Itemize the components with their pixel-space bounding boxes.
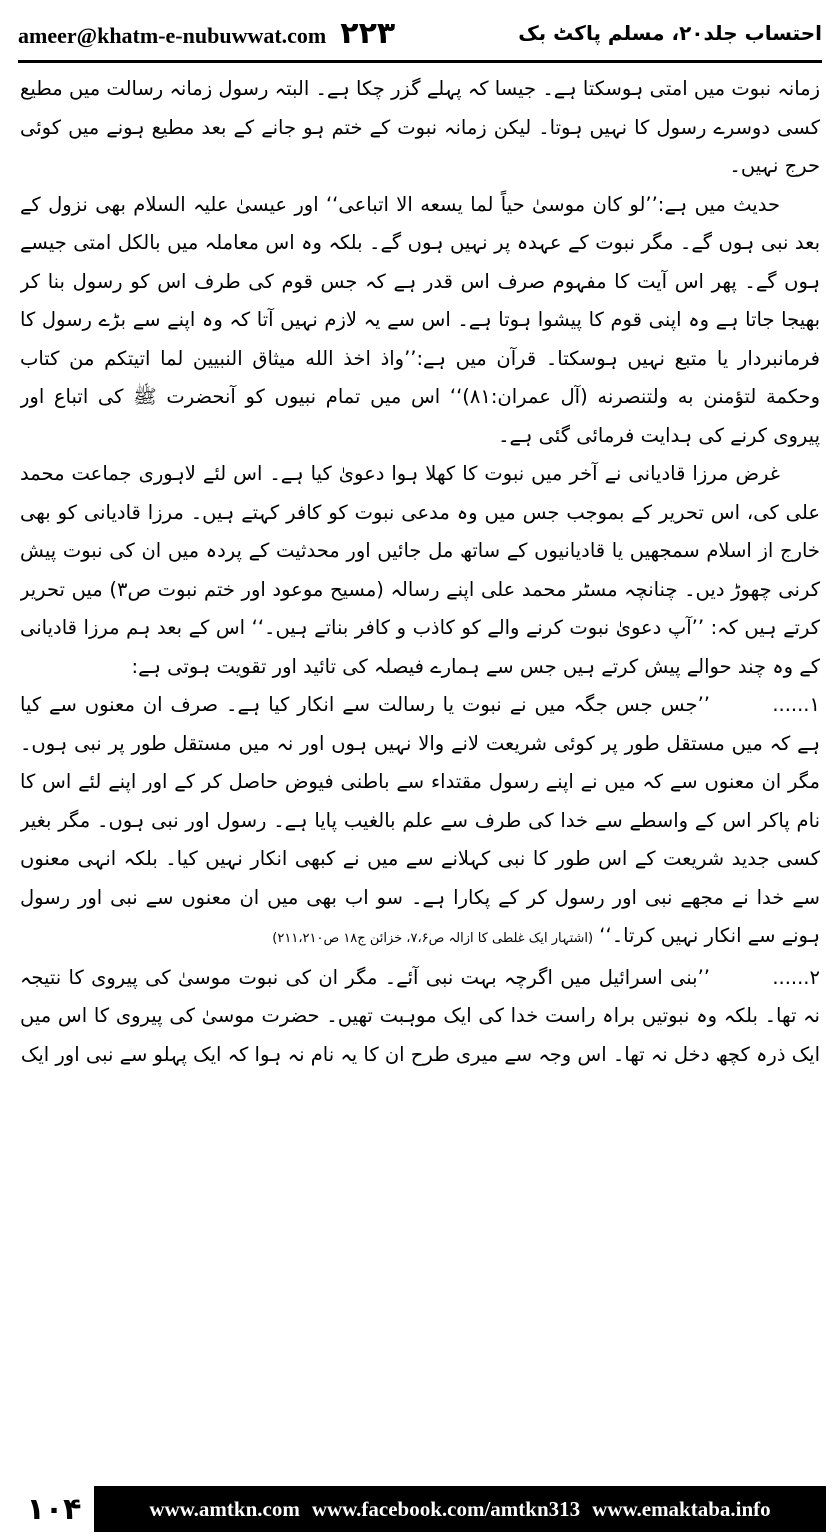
quote-1-number: ۱...... [772,693,820,716]
header-rule [18,60,822,63]
footer-page-number: ۱۰۴ [26,1491,82,1527]
footer-link-amtkn[interactable]: www.amtkn.com [149,1496,300,1521]
quote-2-number: ۲...... [772,965,820,989]
footer-links [94,1486,826,1532]
footer-bar [14,1486,826,1532]
page-body [20,70,820,1460]
book-title: احتساب جلد۲۰، مسلم پاکٹ بک [518,21,822,45]
header-page-number: ۲۲۳ [340,15,396,51]
footer-link-facebook[interactable]: www.facebook.com/amtkn313 [311,1496,581,1521]
quote-2-text: ’’بنی اسرائیل میں اگرچہ بہت نبی آئے۔ مگر ان کی نبوت موسیٰ کی پیروی کا نتیجہ نہ تھا۔ بلکہ وہ نبوتیں براہ راست خدا کی ایک موہبت تھیں۔ حضرت موسیٰ کی پیروی کا اس میں ایک ذرہ کچھ دخل نہ تھا۔ اس وجہ سے میری طرح ان کا یہ نام نہ ہوا کہ ایک پہلو سے نبی اور ایک [20,965,820,1066]
quote-1-reference: (اشتہار ایک غلطی کا ازالہ ص۷،۶، خزائن ج۱۸ ص۲۱۱،۲۱۰) [272,931,594,946]
paragraph-3: غرض مرزا قادیانی نے آخر میں نبوت کا کھلا ہوا دعویٰ کیا ہے۔ اس لئے لاہوری جماعت محمد علی کی، اس تحریر کے بموجب جس میں وہ مدعی نبوت کو کافر کہتے ہیں۔ مرزا قادیانی کو بھی خارج از اسلام سمجھیں یا قادیانیوں کے ساتھ مل جائیں اور محدثیت کے پردہ میں ان کی نبوت پیش کرنی چھوڑ دیں۔ چنانچہ مسٹر محمد علی اپنے رسالہ (مسیح موعود اور ختم نبوت ص۳) میں تحریر کرتے ہیں کہ: ’’آپ دعویٰ نبوت کرنے والے کو کاذب و کافر بناتے ہیں۔‘‘ اس کے بعد ہم مرزا قادیانی کے وہ چند حوالے پیش کرتے ہیں جس سے ہمارے فیصلہ کی تائید اور تقویت ہوتی ہے: [20,462,820,678]
header-email[interactable]: ameer@khatm-e-nubuwwat.com [18,22,327,48]
page-header [18,8,822,58]
header-left [18,16,395,51]
quote-2 [20,959,820,1075]
paragraph-1: زمانہ نبوت میں امتی ہوسکتا ہے۔ جیسا کہ پہلے گزر چکا ہے۔ البتہ رسول زمانہ رسالت میں مطیع کسی دوسرے رسول کا نہیں ہوتا۔ لیکن زمانہ نبوت کے ختم ہو جانے کے بعد مطیع ہونے میں کوئی حرج نہیں۔ [20,77,820,177]
footer-link-emaktaba[interactable]: www.emaktaba.info [592,1496,771,1521]
paragraph-2: حدیث میں ہے:’’لو کان موسیٰ حیاً لما یسعه الا اتباعی‘‘ اور عیسیٰ علیہ السلام بھی نزول کے بعد نبی ہوں گے۔ مگر نبوت کے عہدہ پر نہیں ہوں گے۔ بلکہ وہ اس معاملہ میں بالکل امتی جیسے ہوں گے۔ پھر اس آیت کا مفہوم صرف اس قدر ہے کہ جس قوم کی طرف اس کو رسول بنا کر بھیجا جاتا ہے وہ اپنی قوم کا پیشوا ہوتا ہے۔ اس سے یہ لازم نہیں آتا کہ وہ اپنے سے بڑے رسول کا فرمانبردار یا متبع نہیں ہوسکتا۔ قرآن میں ہے:’’واذ اخذ الله میثاق النبیین لما اتیتکم من کتاب وحکمة لتؤمنن به ولتنصرنه (آل عمران:۸۱)‘‘ اس میں تمام نبیوں کو آنحضرت ﷺ کی اتباع اور پیروی کرنے کی ہدایت فرمائی گئی ہے۔ [20,192,820,447]
quote-1-text: ’’جس جس جگہ میں نے نبوت یا رسالت سے انکار کیا ہے۔ صرف ان معنوں سے کیا ہے کہ میں مستقل طور پر کوئی شریعت لانے والا نہیں ہوں اور نہ میں مستقل طور پر نبی ہوں۔ مگر ان معنوں سے کہ میں نے اپنے رسول مقتداء سے باطنی فیوض حاصل کر کے اور اپنے لئے اس کا نام پاکر اس کے واسطے سے خدا کی طرف سے علم بالغیب پایا ہے۔ رسول اور نبی ہوں۔ مگر بغیر کسی جدید شریعت کے اس طور کا نبی کہلانے سے میں نے کبھی انکار نہیں کیا۔ بلکہ انہی معنوں سے خدا نے مجھے نبی اور رسول کر کے پکارا ہے۔ سو اب بھی میں ان معنوں سے نبی اور رسول ہونے سے انکار نہیں کرتا۔‘‘ [20,693,820,947]
quote-1 [20,686,820,959]
